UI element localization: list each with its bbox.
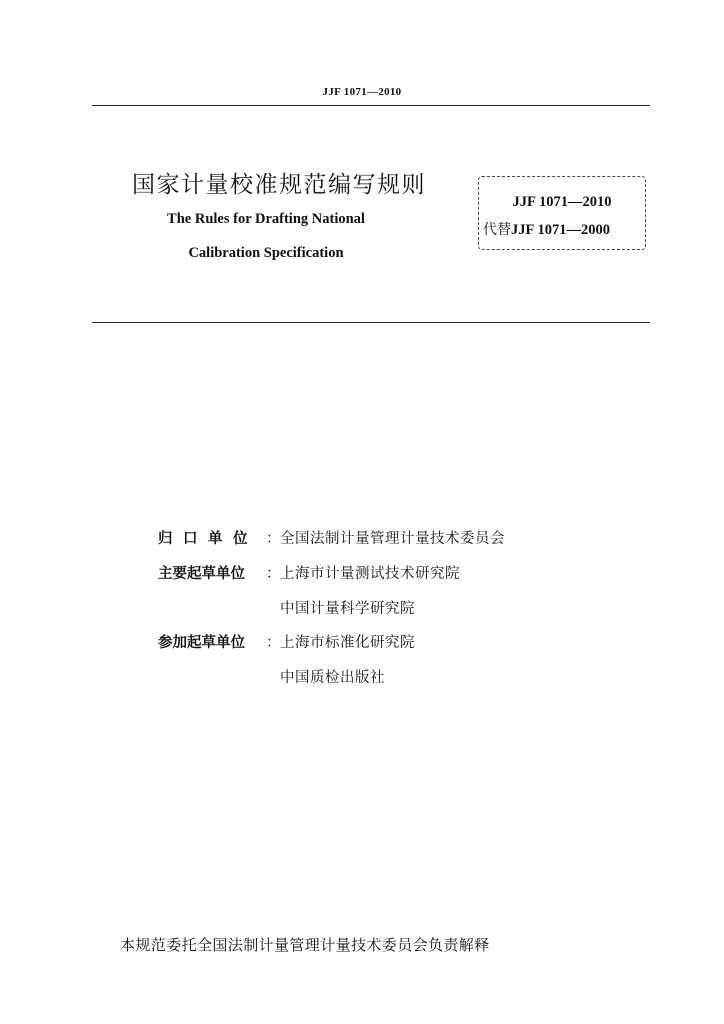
responsible-unit-label: 归口单位 xyxy=(158,531,258,547)
code-box xyxy=(478,176,646,250)
interpretation-note: 本规范委托全国法制计量管理计量技术委员会负责解释 xyxy=(120,936,490,954)
participating-unit-value: 中国质检出版社 xyxy=(280,670,385,686)
responsible-unit-value: 全国法制计量管理计量技术委员会 xyxy=(280,531,505,547)
replaces-prefix: 代替 xyxy=(483,222,511,238)
middle-divider xyxy=(92,322,650,323)
colon: ： xyxy=(266,635,281,651)
participating-unit-label: 参加起草单位 xyxy=(158,635,245,651)
code-box-replaces xyxy=(483,219,649,239)
replaces-code: JJF 1071—2000 xyxy=(511,222,610,238)
main-drafting-unit-value: 上海市计量测试技术研究院 xyxy=(280,566,460,582)
participating-unit-value: 上海市标准化研究院 xyxy=(280,635,415,651)
code-box-code: JJF 1071—2010 xyxy=(512,194,612,210)
main-drafting-unit-value: 中国计量科学研究院 xyxy=(280,601,415,617)
document-title-english-line1: The Rules for Drafting National xyxy=(167,211,365,227)
document-title-english-line2: Calibration Specification xyxy=(188,245,344,261)
top-divider xyxy=(92,105,650,106)
colon: ： xyxy=(266,531,281,547)
main-drafting-unit-label: 主要起草单位 xyxy=(158,566,245,582)
document-title-chinese: 国家计量校准规范编写规则 xyxy=(132,172,426,198)
header-code: JJF 1071—2010 xyxy=(322,86,402,98)
colon: ： xyxy=(266,566,281,582)
